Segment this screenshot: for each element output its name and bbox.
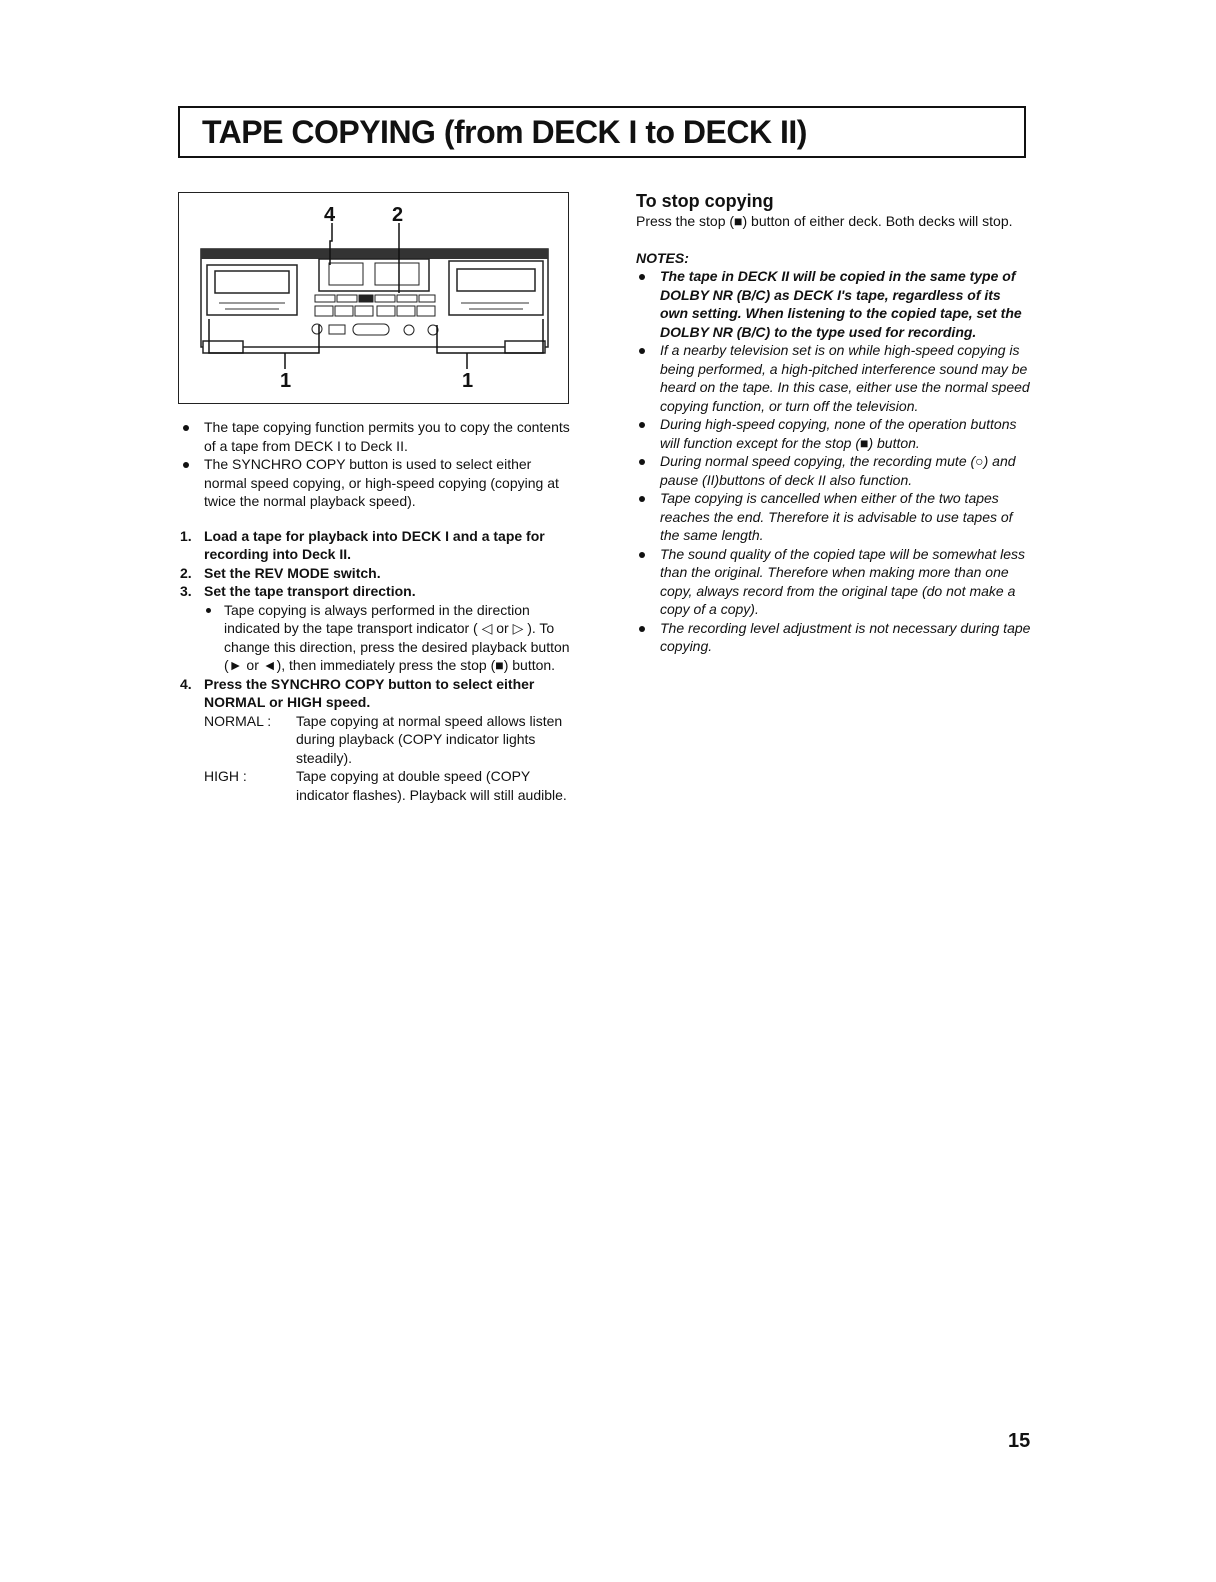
step-number: 1.: [180, 527, 192, 544]
step-text: Set the REV MODE switch.: [204, 564, 381, 581]
speed-modes-table: [204, 712, 575, 805]
note-item: During high-speed copying, none of the operation buttons will function except for the stop (■) button.: [636, 415, 1032, 452]
right-column: [636, 190, 1032, 656]
note-item: The sound quality of the copied tape will be somewhat less than the original. Therefore when making more than one copy, always record from the original tape (do not make a copy of a copy).: [636, 545, 1032, 619]
mode-description: Tape copying at double speed (COPY indicator flashes). Playback will still audible.: [296, 768, 567, 803]
step-3: [180, 582, 575, 601]
page-number: 15: [1008, 1430, 1031, 1452]
step-number: 2.: [180, 564, 192, 581]
note-item: The tape in DECK II will be copied in the same type of DOLBY NR (B/C) as DECK I's tape, regardless of its own setting. When listening to the copied tape, set the DOLBY NR (B/C) to the type used for recording.: [636, 267, 1032, 341]
deck-illustration: [178, 192, 569, 404]
step-3-note: Tape copying is always performed in the direction indicated by the tape transport indicator ( ◁ or ▷ ). To change this direction, press the desired playback button (► or ◄), then immediately press the stop (■) button.: [180, 601, 575, 675]
mode-term: HIGH :: [204, 768, 247, 784]
note-item: The recording level adjustment is not necessary during tape copying.: [636, 619, 1032, 656]
note-item: During normal speed copying, the recording mute (○) and pause (II)buttons of deck II also function.: [636, 452, 1032, 489]
intro-bullet: The tape copying function permits you to copy the contents of a tape from DECK I to Deck II.: [180, 418, 575, 455]
callout-4: 4: [324, 204, 336, 226]
cassette-deck-drawing: [179, 193, 570, 405]
step-2: [180, 564, 575, 583]
intro-bullet: The SYNCHRO COPY button is used to select either normal speed copying, or high-speed copying (copying at twice the normal playback speed).: [180, 455, 575, 511]
step-number: 3.: [180, 583, 192, 599]
mode-term: NORMAL :: [204, 712, 272, 729]
mode-description: Tape copying at normal speed allows listen during playback (COPY indicator lights steadily).: [296, 712, 563, 766]
stop-text: Press the stop (■) button of either deck. Both decks will stop.: [636, 213, 1013, 229]
callout-1-left: 1: [280, 370, 292, 392]
notes-heading: NOTES:: [636, 249, 689, 266]
left-column: [180, 418, 575, 804]
stop-heading: To stop copying: [636, 191, 774, 211]
page-title: TAPE COPYING (from DECK I to DECK II): [202, 114, 807, 150]
callout-1-right: 1: [462, 370, 474, 392]
steps-list: [180, 527, 575, 712]
mode-row: [204, 767, 575, 804]
callout-2: 2: [392, 204, 404, 226]
step-text: Load a tape for playback into DECK I and a tape for recording into Deck II.: [204, 527, 545, 562]
note-item: If a nearby television set is on while high-speed copying is being performed, a high-pitched interference sound may be heard on the tape. In this case, either use the normal speed copying function, or turn off the television.: [636, 341, 1032, 415]
mode-row: [204, 712, 575, 768]
intro-list: [180, 418, 575, 511]
title-box: [178, 106, 1026, 158]
step-text: Set the tape transport direction.: [204, 583, 416, 599]
step-text: Press the SYNCHRO COPY button to select either NORMAL or HIGH speed.: [204, 675, 535, 710]
step-1: [180, 527, 575, 564]
step-number: 4.: [180, 675, 192, 692]
step-4: [180, 675, 575, 712]
notes-list: [636, 267, 1032, 656]
note-item: Tape copying is cancelled when either of the two tapes reaches the end. Therefore it is advisable to use tapes of the same length.: [636, 489, 1032, 545]
